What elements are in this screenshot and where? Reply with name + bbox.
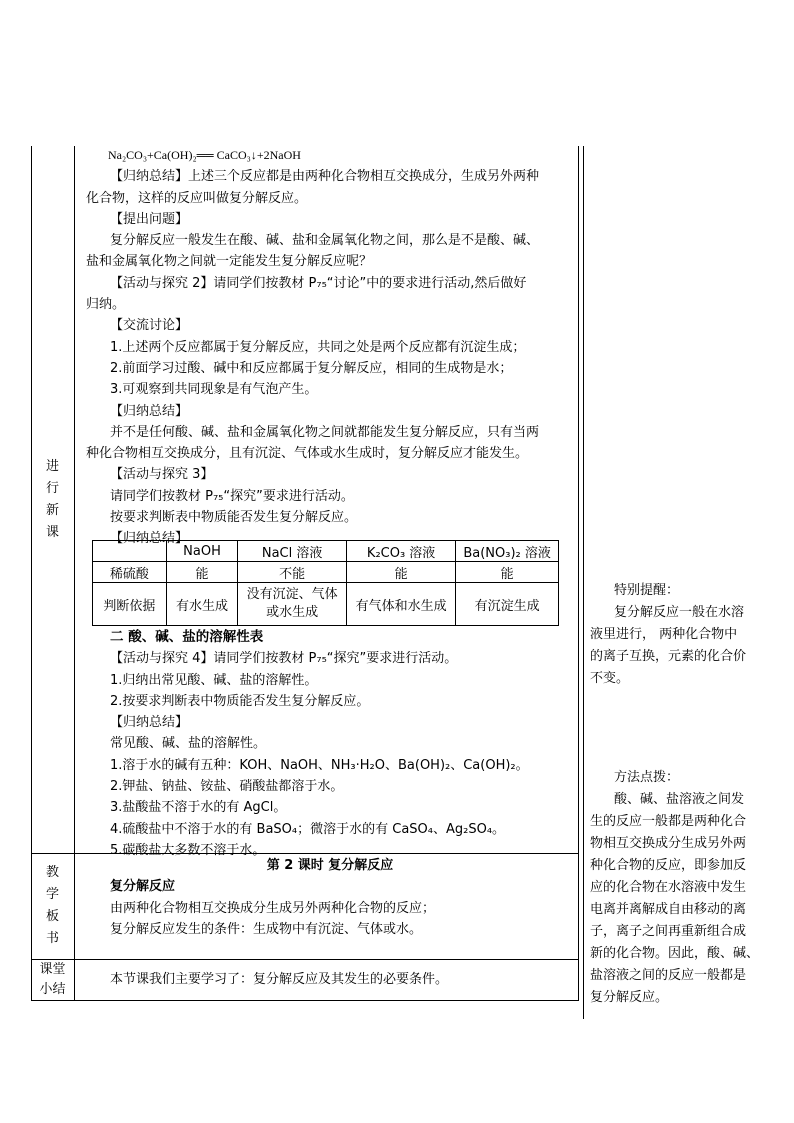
activity4: 【活动与探究 4】请同学们按教材 P₇₅“探究”要求进行活动。 bbox=[110, 651, 458, 667]
row-divider-2 bbox=[31, 959, 579, 960]
summary-content bbox=[86, 969, 574, 990]
label-board bbox=[46, 862, 59, 950]
discussion-tag: 【交流讨论】 bbox=[110, 318, 189, 334]
side-cell-summary bbox=[31, 959, 74, 1000]
table-cell: 判断依据 bbox=[93, 583, 167, 626]
activity2-cont: 归纳。 bbox=[86, 297, 126, 313]
activity2: 【活动与探究 2】请同学们按教材 P₇₅“讨论”中的要求进行活动,然后做好 bbox=[110, 275, 527, 291]
conclusion4-item: 3.盐酸盐不溶于水的有 AgCl。 bbox=[110, 800, 287, 816]
table-header-cell bbox=[93, 541, 167, 562]
table-cell: 能 bbox=[166, 562, 237, 583]
sidebar-note-method bbox=[590, 767, 770, 1009]
label-char: 小结 bbox=[39, 981, 66, 997]
note-title: 方法点拨： bbox=[614, 770, 680, 785]
note-line: 复分解反应一般在水溶 bbox=[614, 605, 745, 620]
conclusion1-text2: 化合物，这样的反应叫做复分解反应。 bbox=[86, 190, 308, 206]
conclusion1-tag: 【归纳总结】 bbox=[110, 169, 189, 185]
discussion-item: 3.可观察到共同现象是有气泡产生。 bbox=[110, 382, 318, 398]
label-char: 教 bbox=[45, 865, 59, 880]
note-line: 盐溶液之间的反应一般都是 bbox=[590, 968, 747, 983]
label-char: 书 bbox=[45, 931, 59, 946]
activity4-item: 2.按要求判断表中物质能否发生复分解反应。 bbox=[110, 693, 370, 709]
activity3-line1: 请同学们按教材 P₇₅“探究”要求进行活动。 bbox=[110, 488, 354, 504]
label-summary bbox=[39, 960, 65, 1000]
conclusion4-item: 4.硫酸盐中不溶于水的有 BaSO₄；微溶于水的有 CaSO₄、Ag₂SO₄。 bbox=[110, 821, 506, 837]
note-line: 复分解反应。 bbox=[590, 990, 669, 1005]
discussion-item: 2.前面学习过酸、碱中和反应都属于复分解反应，相同的生成物是水； bbox=[110, 360, 513, 376]
conclusion4-item: 1.溶于水的碱有五种：KOH、NaOH、NH₃·H₂O、Ba(OH)₂、Ca(OH)₂。 bbox=[110, 757, 529, 773]
main-content-top bbox=[86, 145, 574, 550]
label-char: 行 bbox=[45, 480, 59, 496]
note-line: 种化合物的反应，即参加反 bbox=[590, 858, 747, 873]
board-subtitle: 复分解反应 bbox=[110, 879, 176, 895]
question-text: 复分解反应一般发生在酸、碱、盐和金属氧化物之间，那么是不是酸、碱、 bbox=[110, 233, 540, 249]
table-header-cell: NaCl 溶液 bbox=[238, 541, 347, 562]
frame-right bbox=[578, 146, 579, 1001]
table-cell: 能 bbox=[347, 562, 456, 583]
summary-text: 本节课我们主要学习了：复分解反应及其发生的必要条件。 bbox=[110, 972, 449, 987]
conclusion4-item: 2.钾盐、钠盐、铵盐、硝酸盐都溶于水。 bbox=[110, 779, 344, 795]
conclusion3-tag: 【归纳总结】 bbox=[110, 531, 189, 547]
conclusion4-tag: 【归纳总结】 bbox=[110, 715, 189, 731]
table-cell: 没有沉淀、气体或水生成 bbox=[238, 583, 347, 626]
sidebar-right-line bbox=[583, 146, 584, 1019]
frame-bottom bbox=[31, 1000, 579, 1001]
table-cell: 有沉淀生成 bbox=[456, 583, 559, 626]
note-line: 物相互交换成分生成另外两 bbox=[590, 836, 747, 851]
section2-title: 二 酸、碱、盐的溶解性表 bbox=[110, 629, 264, 645]
note-line: 应的化合物在水溶液中发生 bbox=[590, 880, 747, 895]
question-tag: 【提出问题】 bbox=[110, 211, 189, 227]
discussion-item: 1.上述两个反应都属于复分解反应，共同之处是两个反应都有沉淀生成； bbox=[110, 339, 526, 355]
conclusion2-text2: 种化合物相互交换成分，且有沉淀、气体或水生成时，复分解反应才能发生。 bbox=[86, 446, 529, 462]
table-header-cell: NaOH bbox=[166, 541, 237, 562]
frame-divider bbox=[74, 146, 75, 1001]
note-line: 液里进行， 两种化合物中 bbox=[590, 627, 738, 642]
reaction-table bbox=[92, 540, 559, 626]
conclusion1 bbox=[86, 166, 574, 187]
sidebar-note-reminder bbox=[590, 580, 770, 690]
note-title: 特别提醒： bbox=[614, 583, 680, 598]
board-line: 复分解反应发生的条件：生成物中有沉淀、气体或水。 bbox=[110, 921, 423, 937]
main-content-bottom bbox=[86, 627, 574, 861]
note-line: 新的化合物。因此，酸、碱、 bbox=[590, 946, 760, 961]
activity3: 【活动与探究 3】 bbox=[110, 467, 214, 483]
note-line: 酸、碱、盐溶液之间发 bbox=[614, 792, 745, 807]
table-cell: 不能 bbox=[238, 562, 347, 583]
table-cell: 有气体和水生成 bbox=[347, 583, 456, 626]
conclusion2-text: 并不是任何酸、碱、盐和金属氧化物之间就都能发生复分解反应，只有当两 bbox=[110, 424, 540, 440]
table-cell: 稀硫酸 bbox=[93, 562, 167, 583]
question-text2: 盐和金属氧化物之间就一定能发生复分解反应呢？ bbox=[86, 254, 373, 270]
activity3-line2: 按要求判断表中物质能否发生复分解反应。 bbox=[110, 510, 358, 526]
conclusion1-text: 上述三个反应都是由两种化合物相互交换成分，生成另外两种 bbox=[188, 169, 540, 185]
table-row bbox=[93, 562, 559, 583]
note-line: 的离子互换，元素的化合价 bbox=[590, 649, 747, 664]
activity4-item: 1.归纳出常见酸、碱、盐的溶解性。 bbox=[110, 672, 318, 688]
side-cell-new-lesson bbox=[31, 146, 74, 853]
note-line: 子，离子之间再重新组合成 bbox=[590, 924, 747, 939]
label-char: 课堂 bbox=[39, 961, 66, 977]
table-row bbox=[93, 583, 559, 626]
table-cell: 有水生成 bbox=[166, 583, 237, 626]
note-line: 电离并离解成自由移动的离 bbox=[590, 902, 747, 917]
label-char: 课 bbox=[45, 524, 59, 540]
board-title: 第 2 课时 复分解反应 bbox=[266, 858, 394, 873]
conclusion4-intro: 常见酸、碱、盐的溶解性。 bbox=[110, 736, 267, 752]
note-line: 生的反应一般都是两种化合 bbox=[590, 814, 747, 829]
board-line: 由两种化合物相互交换成分生成另外两种化合物的反应； bbox=[110, 900, 436, 916]
note-line: 不变。 bbox=[590, 671, 630, 686]
label-char: 进 bbox=[45, 458, 59, 474]
table-cell: 能 bbox=[456, 562, 559, 583]
side-cell-board bbox=[31, 853, 74, 959]
label-char: 板 bbox=[45, 909, 59, 924]
table-header-cell: K₂CO₃ 溶液 bbox=[347, 541, 456, 562]
table-header-row bbox=[93, 541, 559, 562]
conclusion4-item: 5.碳酸盐大多数不溶于水。 bbox=[110, 842, 266, 858]
table-header-cell: Ba(NO₃)₂ 溶液 bbox=[456, 541, 559, 562]
conclusion2-tag: 【归纳总结】 bbox=[110, 403, 189, 419]
board-content bbox=[86, 855, 574, 940]
label-char: 新 bbox=[45, 502, 59, 518]
label-char: 学 bbox=[45, 887, 59, 902]
label-new-lesson bbox=[46, 456, 59, 544]
equation-line: Na₂CO₃+Ca(OH)₂══ CaCO₃↓+2NaOH bbox=[108, 148, 301, 162]
